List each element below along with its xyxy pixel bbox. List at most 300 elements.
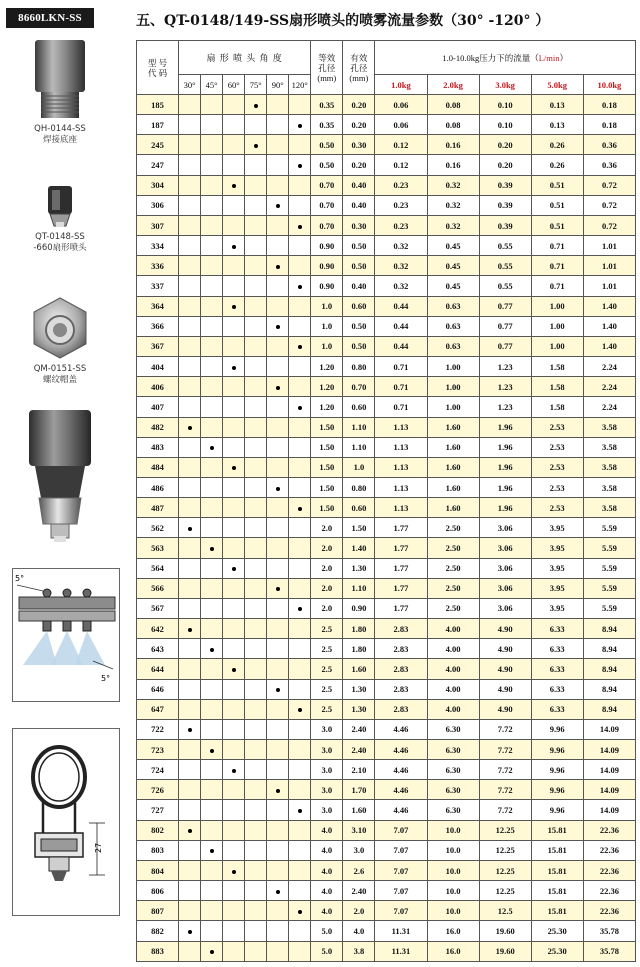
selected-angle-dot-icon: [232, 245, 236, 249]
flow-cell: 6.30: [427, 740, 479, 760]
header-angle: 120°: [289, 75, 311, 95]
effective-orifice-cell: 2.6: [343, 860, 375, 880]
angle-cell: [201, 135, 223, 155]
flow-cell: 1.60: [427, 417, 479, 437]
equivalent-orifice-cell: 1.50: [311, 417, 343, 437]
flow-cell: 0.18: [583, 95, 635, 115]
table-row: [137, 699, 636, 719]
angle-cell: [245, 457, 267, 477]
angle-cell: [179, 336, 201, 356]
angle-cell: [267, 820, 289, 840]
flow-cell: 0.12: [375, 155, 427, 175]
flow-cell: 2.83: [375, 659, 427, 679]
model-code-cell: 367: [137, 336, 179, 356]
effective-orifice-cell: 3.0: [343, 840, 375, 860]
model-code-cell: 404: [137, 357, 179, 377]
table-row: [137, 941, 636, 961]
angle-cell: [201, 417, 223, 437]
angle-cell: [223, 276, 245, 296]
table-row: [137, 740, 636, 760]
equivalent-orifice-cell: 2.0: [311, 538, 343, 558]
table-row: [137, 598, 636, 618]
header-pressure: 5.0kg: [531, 75, 583, 95]
selected-angle-dot-icon: [232, 305, 236, 309]
model-code-cell: 882: [137, 921, 179, 941]
angle-cell: [223, 518, 245, 538]
angle-cell: [289, 800, 311, 820]
flow-cell: 0.20: [479, 135, 531, 155]
angle-cell: [201, 840, 223, 860]
effective-orifice-cell: 2.10: [343, 760, 375, 780]
table-row: [137, 558, 636, 578]
flow-cell: 1.96: [479, 498, 531, 518]
model-code-cell: 563: [137, 538, 179, 558]
flow-cell: 1.23: [479, 377, 531, 397]
angle-cell: [179, 417, 201, 437]
model-code-cell: 336: [137, 256, 179, 276]
angle-cell: [267, 236, 289, 256]
angle-cell: [179, 357, 201, 377]
angle-cell: [245, 740, 267, 760]
flow-table: [136, 40, 636, 962]
flow-cell: 12.5: [479, 901, 531, 921]
flow-cell: 2.24: [583, 397, 635, 417]
selected-angle-dot-icon: [298, 164, 302, 168]
flow-cell: 5.59: [583, 538, 635, 558]
table-row: [137, 881, 636, 901]
flow-cell: 4.46: [375, 800, 427, 820]
model-code-cell: 185: [137, 95, 179, 115]
flow-cell: 7.07: [375, 901, 427, 921]
angle-cell: [289, 901, 311, 921]
flow-cell: 0.12: [375, 135, 427, 155]
selected-angle-dot-icon: [298, 708, 302, 712]
angle-cell: [179, 659, 201, 679]
assembly-image: [21, 406, 99, 546]
effective-orifice-cell: 0.20: [343, 115, 375, 135]
table-row: [137, 95, 636, 115]
equivalent-orifice-cell: 4.0: [311, 881, 343, 901]
angle-cell: [267, 296, 289, 316]
angle-cell: [245, 639, 267, 659]
angle-cell: [223, 941, 245, 961]
angle-cell: [179, 397, 201, 417]
angle-bottom-label: 5°: [101, 674, 111, 683]
effective-orifice-cell: 3.8: [343, 941, 375, 961]
flow-cell: 6.33: [531, 699, 583, 719]
angle-cell: [289, 558, 311, 578]
angle-cell: [201, 397, 223, 417]
flow-cell: 14.09: [583, 719, 635, 739]
model-code-cell: 245: [137, 135, 179, 155]
angle-cell: [289, 477, 311, 497]
angle-cell: [289, 215, 311, 235]
angle-cell: [179, 578, 201, 598]
angle-cell: [201, 558, 223, 578]
angle-cell: [245, 719, 267, 739]
flow-cell: 2.53: [531, 417, 583, 437]
flow-cell: 2.50: [427, 518, 479, 538]
header-angle-group: 扇 形 喷 头 角 度: [179, 41, 311, 75]
flow-cell: 0.16: [427, 135, 479, 155]
flow-cell: 0.32: [427, 175, 479, 195]
equivalent-orifice-cell: 2.5: [311, 619, 343, 639]
flow-cell: 1.23: [479, 357, 531, 377]
effective-orifice-cell: 1.80: [343, 619, 375, 639]
effective-orifice-cell: 1.80: [343, 639, 375, 659]
angle-cell: [223, 377, 245, 397]
angle-cell: [223, 357, 245, 377]
angle-cell: [289, 155, 311, 175]
angle-cell: [267, 518, 289, 538]
angle-cell: [223, 760, 245, 780]
model-code-cell: 337: [137, 276, 179, 296]
header-pressure: 10.0kg: [583, 75, 635, 95]
flow-cell: 15.81: [531, 901, 583, 921]
table-row: [137, 760, 636, 780]
angle-cell: [179, 679, 201, 699]
angle-cell: [179, 740, 201, 760]
angle-cell: [267, 95, 289, 115]
flow-cell: 3.06: [479, 578, 531, 598]
angle-cell: [223, 699, 245, 719]
flow-cell: 0.13: [531, 115, 583, 135]
effective-orifice-cell: 2.40: [343, 740, 375, 760]
flow-cell: 4.46: [375, 740, 427, 760]
angle-cell: [201, 437, 223, 457]
angle-cell: [223, 881, 245, 901]
flow-cell: 0.77: [479, 316, 531, 336]
table-row: [137, 115, 636, 135]
flow-cell: 9.96: [531, 719, 583, 739]
selected-angle-dot-icon: [232, 184, 236, 188]
flow-cell: 2.83: [375, 679, 427, 699]
header-eq-unit: (mm): [317, 72, 337, 83]
angle-cell: [179, 236, 201, 256]
equivalent-orifice-cell: 1.0: [311, 316, 343, 336]
equivalent-orifice-cell: 2.0: [311, 518, 343, 538]
effective-orifice-cell: 0.50: [343, 336, 375, 356]
model-code-cell: 804: [137, 860, 179, 880]
flow-cell: 1.23: [479, 397, 531, 417]
flow-cell: 3.06: [479, 558, 531, 578]
equivalent-orifice-cell: 1.50: [311, 498, 343, 518]
spray-diagram-image: [13, 569, 119, 701]
model-code-cell: 567: [137, 598, 179, 618]
flow-cell: 15.81: [531, 860, 583, 880]
selected-angle-dot-icon: [188, 628, 192, 632]
angle-cell: [179, 820, 201, 840]
model-code-cell: 564: [137, 558, 179, 578]
table-row: [137, 397, 636, 417]
table-row: [137, 800, 636, 820]
angle-cell: [201, 881, 223, 901]
selected-angle-dot-icon: [232, 668, 236, 672]
angle-cell: [223, 578, 245, 598]
angle-cell: [289, 760, 311, 780]
angle-cell: [289, 921, 311, 941]
table-row: [137, 840, 636, 860]
selected-angle-dot-icon: [188, 527, 192, 531]
angle-cell: [223, 195, 245, 215]
effective-orifice-cell: 1.0: [343, 457, 375, 477]
flow-cell: 0.44: [375, 296, 427, 316]
product-sidebar: [0, 34, 128, 964]
angle-cell: [201, 477, 223, 497]
selected-angle-dot-icon: [276, 890, 280, 894]
header-ef-unit: (mm): [349, 72, 369, 83]
selected-angle-dot-icon: [188, 829, 192, 833]
flow-cell: 0.71: [531, 236, 583, 256]
selected-angle-dot-icon: [210, 547, 214, 551]
selected-angle-dot-icon: [298, 507, 302, 511]
table-row: [137, 195, 636, 215]
equivalent-orifice-cell: 4.0: [311, 901, 343, 921]
model-code-cell: 406: [137, 377, 179, 397]
effective-orifice-cell: 0.50: [343, 316, 375, 336]
flow-cell: 7.07: [375, 881, 427, 901]
selected-angle-dot-icon: [276, 487, 280, 491]
model-code-cell: 806: [137, 881, 179, 901]
angle-cell: [179, 296, 201, 316]
flow-cell: 2.53: [531, 457, 583, 477]
flow-cell: 0.63: [427, 296, 479, 316]
angle-cell: [201, 276, 223, 296]
flow-cell: 4.90: [479, 639, 531, 659]
flow-cell: 35.78: [583, 921, 635, 941]
flow-cell: 1.13: [375, 457, 427, 477]
equivalent-orifice-cell: 1.0: [311, 296, 343, 316]
equivalent-orifice-cell: 3.0: [311, 780, 343, 800]
angle-cell: [223, 397, 245, 417]
angle-cell: [289, 336, 311, 356]
angle-cell: [289, 840, 311, 860]
header-angle: 60°: [223, 75, 245, 95]
product-code: QT-0148-SS: [35, 232, 85, 242]
selected-angle-dot-icon: [254, 144, 258, 148]
product-desc: 螺纹帽盖: [42, 375, 77, 385]
table-row: [137, 276, 636, 296]
angle-cell: [289, 719, 311, 739]
angle-cell: [179, 840, 201, 860]
angle-cell: [245, 780, 267, 800]
flow-cell: 2.53: [531, 477, 583, 497]
angle-cell: [289, 135, 311, 155]
angle-cell: [289, 518, 311, 538]
flow-cell: 0.39: [479, 215, 531, 235]
angle-cell: [245, 175, 267, 195]
flow-cell: 10.0: [427, 840, 479, 860]
angle-cell: [289, 820, 311, 840]
effective-orifice-cell: 0.20: [343, 95, 375, 115]
angle-cell: [245, 518, 267, 538]
angle-cell: [179, 135, 201, 155]
equivalent-orifice-cell: 1.50: [311, 457, 343, 477]
angle-cell: [223, 135, 245, 155]
product-assembly: [0, 406, 120, 548]
flow-cell: 3.58: [583, 437, 635, 457]
header-angle: 75°: [245, 75, 267, 95]
table-row: [137, 215, 636, 235]
equivalent-orifice-cell: 2.5: [311, 679, 343, 699]
angle-cell: [289, 740, 311, 760]
equivalent-orifice-cell: 0.50: [311, 135, 343, 155]
flow-cell: 25.30: [531, 921, 583, 941]
angle-cell: [223, 417, 245, 437]
equivalent-orifice-cell: 4.0: [311, 820, 343, 840]
flow-cell: 3.95: [531, 578, 583, 598]
flow-cell: 0.63: [427, 316, 479, 336]
model-code-cell: 187: [137, 115, 179, 135]
clamp-diagram-image: [13, 729, 119, 915]
angle-cell: [245, 316, 267, 336]
spray-diagram: [12, 568, 120, 702]
flow-cell: 3.95: [531, 538, 583, 558]
flow-cell: 2.50: [427, 558, 479, 578]
angle-cell: [267, 357, 289, 377]
flow-cell: 1.96: [479, 417, 531, 437]
angle-cell: [201, 457, 223, 477]
flow-cell: 14.09: [583, 760, 635, 780]
flow-cell: 0.71: [375, 377, 427, 397]
equivalent-orifice-cell: 1.50: [311, 437, 343, 457]
angle-cell: [267, 215, 289, 235]
angle-cell: [201, 578, 223, 598]
angle-cell: [267, 397, 289, 417]
flow-cell: 1.96: [479, 457, 531, 477]
flow-cell: 0.51: [531, 215, 583, 235]
angle-cell: [179, 780, 201, 800]
angle-cell: [223, 740, 245, 760]
angle-cell: [201, 659, 223, 679]
flow-cell: 15.81: [531, 840, 583, 860]
angle-cell: [289, 659, 311, 679]
flow-cell: 15.81: [531, 820, 583, 840]
angle-cell: [267, 941, 289, 961]
angle-cell: [223, 679, 245, 699]
flow-cell: 2.24: [583, 377, 635, 397]
angle-cell: [201, 175, 223, 195]
table-row: [137, 296, 636, 316]
angle-cell: [223, 296, 245, 316]
equivalent-orifice-cell: 0.90: [311, 236, 343, 256]
flow-cell: 6.33: [531, 659, 583, 679]
flow-cell: 5.59: [583, 598, 635, 618]
flow-cell: 0.72: [583, 195, 635, 215]
fan-nozzle-image: [42, 184, 78, 230]
angle-cell: [245, 195, 267, 215]
angle-cell: [201, 800, 223, 820]
angle-cell: [267, 538, 289, 558]
product-thread-cap: [0, 296, 120, 386]
angle-cell: [267, 115, 289, 135]
angle-cell: [289, 538, 311, 558]
product-code: QM-0151-SS: [33, 364, 87, 374]
model-code-cell: 644: [137, 659, 179, 679]
flow-cell: 0.71: [375, 357, 427, 377]
angle-cell: [289, 316, 311, 336]
equivalent-orifice-cell: 0.90: [311, 256, 343, 276]
flow-cell: 0.71: [375, 397, 427, 417]
header-eq-l2: 孔径: [318, 62, 336, 73]
angle-cell: [267, 437, 289, 457]
selected-angle-dot-icon: [298, 607, 302, 611]
flow-cell: 0.10: [479, 95, 531, 115]
model-code-cell: 647: [137, 699, 179, 719]
header-pressure: 3.0kg: [479, 75, 531, 95]
flow-cell: 3.58: [583, 477, 635, 497]
flow-cell: 3.06: [479, 538, 531, 558]
flow-cell: 16.0: [427, 921, 479, 941]
angle-cell: [179, 115, 201, 135]
flow-cell: 16.0: [427, 941, 479, 961]
weld-base-image: [29, 36, 91, 122]
effective-orifice-cell: 0.60: [343, 296, 375, 316]
flow-cell: 35.78: [583, 941, 635, 961]
header-ef-l2: 孔径: [350, 62, 368, 73]
flow-cell: 2.50: [427, 578, 479, 598]
flow-cell: 0.20: [479, 155, 531, 175]
angle-cell: [289, 598, 311, 618]
angle-cell: [179, 95, 201, 115]
flow-cell: 1.13: [375, 437, 427, 457]
table-row: [137, 639, 636, 659]
flow-cell: 0.51: [531, 175, 583, 195]
equivalent-orifice-cell: 0.70: [311, 195, 343, 215]
angle-cell: [289, 417, 311, 437]
flow-cell: 1.60: [427, 477, 479, 497]
equivalent-orifice-cell: 3.0: [311, 760, 343, 780]
angle-cell: [223, 538, 245, 558]
model-code-cell: 304: [137, 175, 179, 195]
flow-cell: 6.33: [531, 619, 583, 639]
flow-cell: 6.33: [531, 679, 583, 699]
flow-cell: 5.59: [583, 558, 635, 578]
angle-cell: [289, 256, 311, 276]
angle-cell: [223, 316, 245, 336]
angle-cell: [245, 357, 267, 377]
angle-cell: [201, 95, 223, 115]
equivalent-orifice-cell: 0.50: [311, 155, 343, 175]
model-code-cell: 646: [137, 679, 179, 699]
effective-orifice-cell: 0.40: [343, 276, 375, 296]
flow-cell: 0.36: [583, 135, 635, 155]
model-code-cell: 562: [137, 518, 179, 538]
model-code-cell: 482: [137, 417, 179, 437]
flow-cell: 0.16: [427, 155, 479, 175]
flow-cell: 22.36: [583, 881, 635, 901]
flow-cell: 1.77: [375, 518, 427, 538]
angle-cell: [245, 95, 267, 115]
product-fan-nozzle: [0, 184, 120, 254]
effective-orifice-cell: 0.60: [343, 397, 375, 417]
angle-cell: [223, 659, 245, 679]
flow-cell: 0.55: [479, 256, 531, 276]
angle-cell: [245, 820, 267, 840]
angle-cell: [245, 538, 267, 558]
equivalent-orifice-cell: 4.0: [311, 860, 343, 880]
effective-orifice-cell: 0.90: [343, 598, 375, 618]
equivalent-orifice-cell: 1.20: [311, 357, 343, 377]
angle-cell: [245, 377, 267, 397]
model-code-cell: 723: [137, 740, 179, 760]
flow-cell: 6.30: [427, 800, 479, 820]
flow-cell: 14.09: [583, 800, 635, 820]
flow-cell: 1.00: [531, 296, 583, 316]
angle-cell: [289, 699, 311, 719]
flow-cell: 19.60: [479, 941, 531, 961]
angle-cell: [223, 901, 245, 921]
